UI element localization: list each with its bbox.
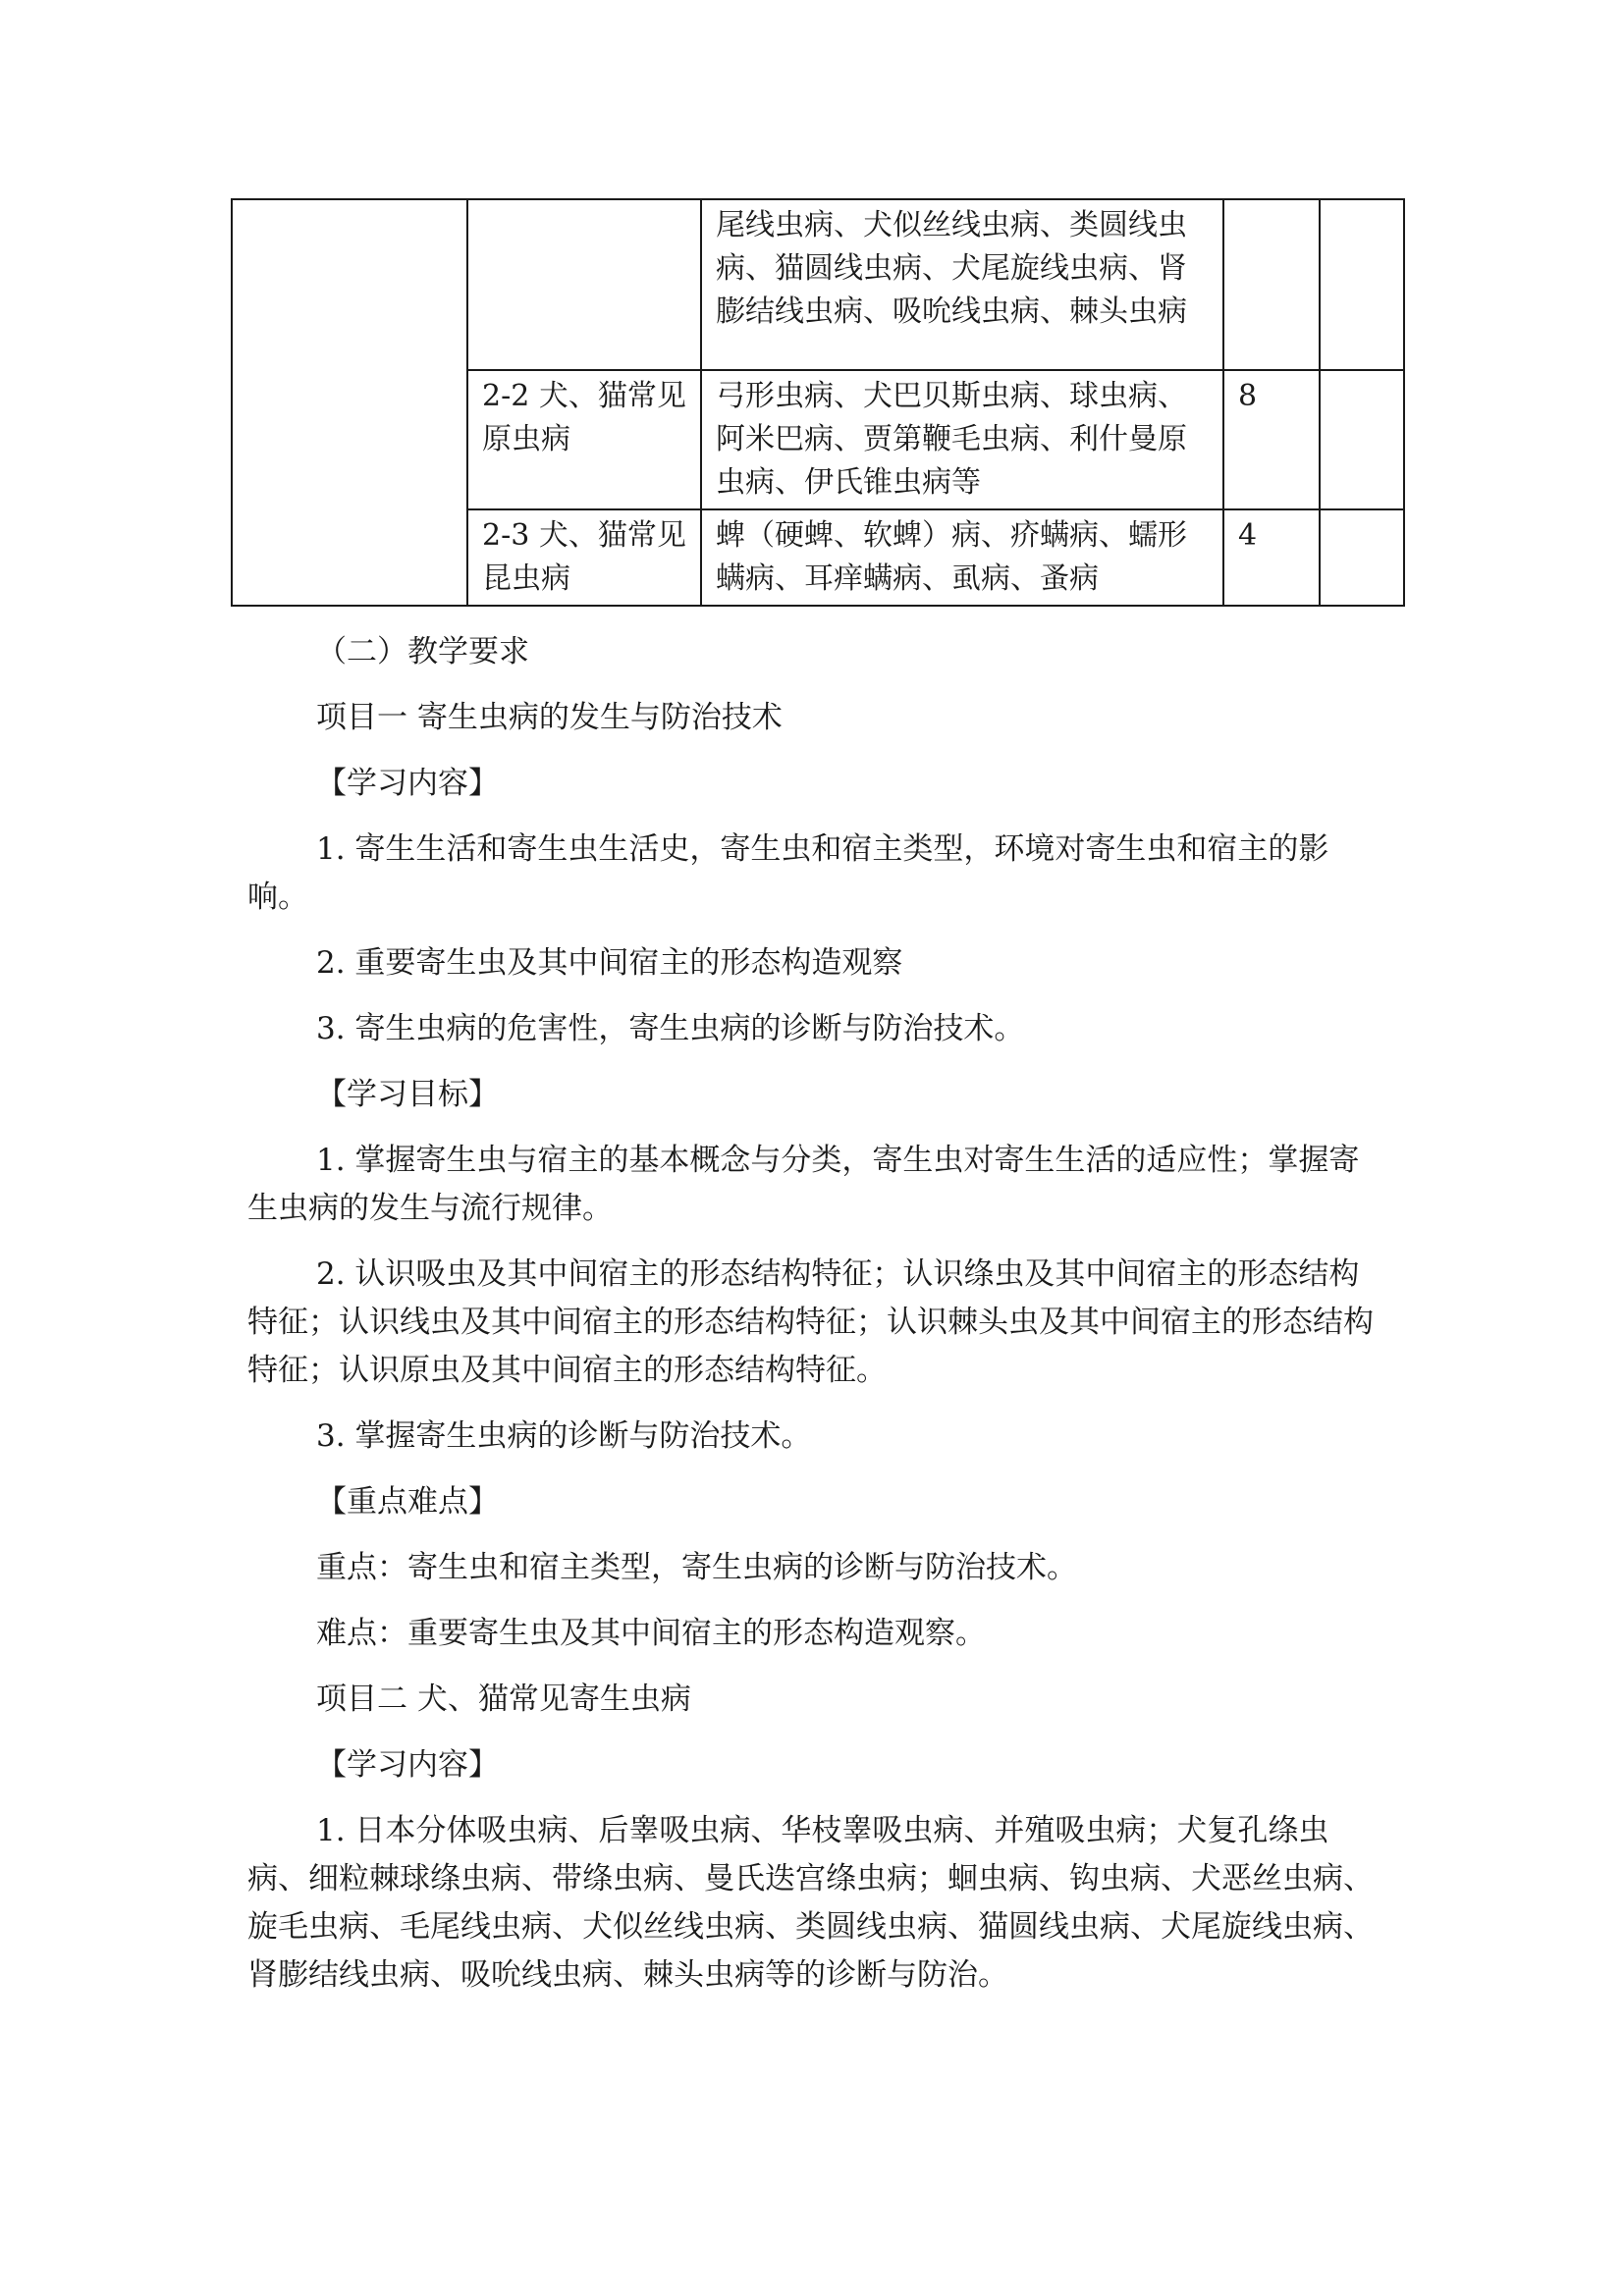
paragraph: 1. 寄生生活和寄生虫生活史，寄生虫和宿主类型，环境对寄生虫和宿主的影响。 (247, 831, 1329, 915)
paragraph: 3. 寄生虫病的危害性，寄生虫病的诊断与防治技术。 (316, 1011, 1025, 1046)
project-title: 项目一 寄生虫病的发生与防治技术 (316, 700, 783, 735)
section-title: （二）教学要求 (316, 634, 529, 669)
paragraph: 重点：寄生虫和宿主类型，寄生虫病的诊断与防治技术。 (316, 1550, 1077, 1585)
table-cell (1320, 509, 1404, 606)
table-row (232, 199, 1404, 370)
paragraph: 1. 日本分体吸虫病、后睾吸虫病、华枝睾吸虫病、并殖吸虫病；犬复孔绦虫病、细粒棘球绦虫病、带绦虫病、曼氏迭宫绦虫病；蛔虫病、钩虫病、犬恶丝虫病、旋毛虫病、毛尾线虫病、犬似丝线虫病、类圆线虫病、猫圆线虫病、犬尾旋线虫病、肾膨结线虫病、吸吮线虫病、棘头虫病等的诊断与防治。 (247, 1813, 1374, 1993)
table-cell: 2-3 犬、猫常见昆虫病 (467, 509, 701, 606)
table-cell: 弓形虫病、犬巴贝斯虫病、球虫病、阿米巴病、贾第鞭毛虫病、利什曼原虫病、伊氏锥虫病等 (701, 370, 1223, 509)
table-cell: 4 (1223, 509, 1320, 606)
table-cell: 8 (1223, 370, 1320, 509)
subheading: 【重点难点】 (316, 1484, 499, 1520)
table-cell (232, 199, 467, 606)
paragraph: 3. 掌握寄生虫病的诊断与防治技术。 (316, 1418, 812, 1454)
subheading: 【学习内容】 (316, 766, 499, 801)
course-table (231, 198, 1405, 607)
table-cell: 尾线虫病、犬似丝线虫病、类圆线虫病、猫圆线虫病、犬尾旋线虫病、肾膨结线虫病、吸吮线虫病、棘头虫病 (701, 199, 1223, 370)
document-body (247, 628, 1386, 2017)
table-cell (1223, 199, 1320, 370)
paragraph: 2. 重要寄生虫及其中间宿主的形态构造观察 (316, 945, 903, 981)
table-cell: 蜱（硬蜱、软蜱）病、疥螨病、蠕形螨病、耳痒螨病、虱病、蚤病 (701, 509, 1223, 606)
paragraph: 1. 掌握寄生虫与宿主的基本概念与分类，寄生虫对寄生生活的适应性；掌握寄生虫病的发生与流行规律。 (247, 1143, 1360, 1226)
paragraph: 2. 认识吸虫及其中间宿主的形态结构特征；认识绦虫及其中间宿主的形态结构特征；认识线虫及其中间宿主的形态结构特征；认识棘头虫及其中间宿主的形态结构特征；认识原虫及其中间宿主的形态结构特征。 (247, 1256, 1374, 1388)
paragraph: 难点：重要寄生虫及其中间宿主的形态构造观察。 (316, 1616, 986, 1651)
subheading: 【学习内容】 (316, 1747, 499, 1783)
table-cell (1320, 370, 1404, 509)
subheading: 【学习目标】 (316, 1077, 499, 1112)
table-cell: 2-2 犬、猫常见原虫病 (467, 370, 701, 509)
project-title: 项目二 犬、猫常见寄生虫病 (316, 1682, 691, 1717)
table-cell (467, 199, 701, 370)
table-cell (1320, 199, 1404, 370)
